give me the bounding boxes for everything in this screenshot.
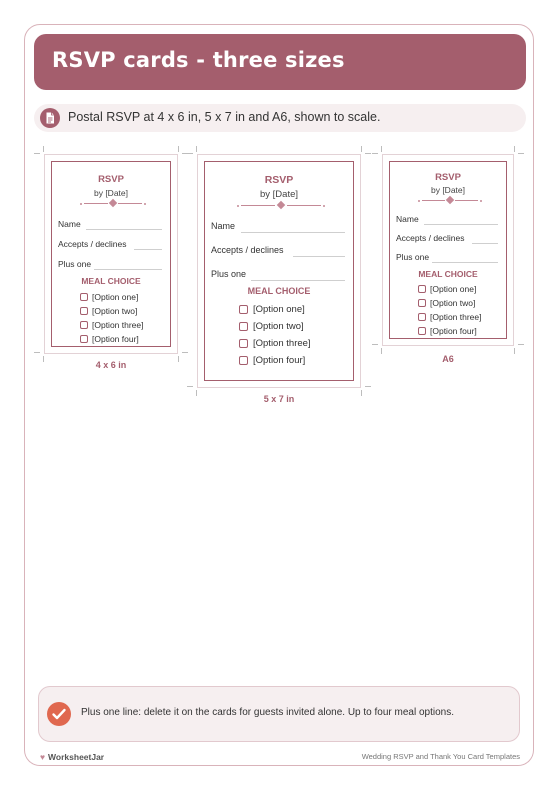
plus-one-line[interactable] bbox=[251, 280, 345, 281]
heart-icon: ♥ bbox=[40, 752, 46, 762]
option-checkbox[interactable]: [Option three] bbox=[80, 319, 144, 330]
accepts-line[interactable] bbox=[134, 249, 162, 250]
size-label: 4 x 6 in bbox=[95, 360, 127, 370]
brand-name: WorksheetJar bbox=[48, 752, 105, 762]
meal-heading: MEAL CHOICE bbox=[81, 276, 141, 286]
divider bbox=[237, 201, 325, 209]
page-title: RSVP cards - three sizes bbox=[52, 48, 345, 72]
field-label-plus-one: Plus one bbox=[211, 269, 247, 279]
checkbox-icon bbox=[418, 313, 426, 321]
field-label-name: Name bbox=[58, 219, 81, 229]
checkbox-icon bbox=[80, 307, 88, 315]
divider bbox=[80, 199, 146, 207]
document-icon bbox=[40, 108, 60, 128]
size-label: 5 x 7 in bbox=[263, 394, 295, 404]
rsvp-by: by [Date] bbox=[430, 185, 466, 195]
rsvp-by: by [Date] bbox=[259, 189, 299, 200]
field-label-plus-one: Plus one bbox=[58, 259, 92, 269]
field-label-name: Name bbox=[396, 214, 419, 224]
meal-heading: MEAL CHOICE bbox=[418, 269, 478, 279]
checkbox-icon bbox=[239, 305, 248, 314]
card-title: RSVP bbox=[264, 174, 294, 186]
checkbox-icon bbox=[239, 339, 248, 348]
card-title: RSVP bbox=[435, 172, 461, 183]
title-banner bbox=[34, 34, 526, 90]
rsvp-by: by [Date] bbox=[93, 188, 129, 198]
option-checkbox[interactable]: [Option three] bbox=[418, 311, 482, 322]
checkbox-icon bbox=[418, 299, 426, 307]
info-text: Postal RSVP at 4 x 6 in, 5 x 7 in and A6, shown to scale. bbox=[68, 110, 381, 124]
field-label-accepts: Accepts / declines bbox=[58, 239, 127, 249]
option-checkbox[interactable]: [Option two] bbox=[418, 297, 475, 308]
footer-brand bbox=[40, 752, 104, 762]
checkbox-icon bbox=[239, 356, 248, 365]
plus-one-line[interactable] bbox=[94, 269, 162, 270]
checkbox-icon bbox=[80, 293, 88, 301]
option-checkbox[interactable]: [Option one] bbox=[239, 304, 305, 315]
accepts-line[interactable] bbox=[293, 256, 345, 257]
check-icon bbox=[47, 702, 71, 726]
field-label-accepts: Accepts / declines bbox=[396, 233, 465, 243]
checkbox-icon bbox=[80, 335, 88, 343]
size-label: A6 bbox=[442, 354, 454, 364]
info-bar bbox=[34, 104, 526, 132]
card-a6 bbox=[372, 146, 524, 366]
plus-one-line[interactable] bbox=[432, 262, 498, 263]
checkbox-icon bbox=[80, 321, 88, 329]
checkbox-icon bbox=[418, 285, 426, 293]
accepts-line[interactable] bbox=[472, 243, 498, 244]
card-title: RSVP bbox=[98, 174, 124, 185]
option-checkbox[interactable]: [Option four] bbox=[80, 333, 139, 344]
name-line[interactable] bbox=[241, 232, 345, 233]
checkbox-icon bbox=[418, 327, 426, 335]
option-checkbox[interactable]: [Option three] bbox=[239, 338, 311, 349]
option-checkbox[interactable]: [Option two] bbox=[80, 305, 137, 316]
meal-heading: MEAL CHOICE bbox=[247, 286, 311, 296]
note-text: Plus one line: delete it on the cards for guests invited alone. Up to four meal options. bbox=[81, 707, 454, 718]
note-box bbox=[38, 686, 520, 742]
footer-doc-title: Wedding RSVP and Thank You Card Templates bbox=[361, 752, 520, 761]
option-checkbox[interactable]: [Option one] bbox=[418, 283, 476, 294]
checkbox-icon bbox=[239, 322, 248, 331]
divider bbox=[418, 196, 482, 204]
field-label-plus-one: Plus one bbox=[396, 252, 430, 262]
option-checkbox[interactable]: [Option four] bbox=[239, 355, 305, 366]
name-line[interactable] bbox=[424, 224, 498, 225]
name-line[interactable] bbox=[86, 229, 162, 230]
card-5x7 bbox=[187, 146, 371, 406]
field-label-name: Name bbox=[211, 221, 236, 231]
field-label-accepts: Accepts / declines bbox=[211, 245, 284, 255]
card-4x6 bbox=[34, 146, 188, 372]
option-checkbox[interactable]: [Option four] bbox=[418, 325, 477, 336]
option-checkbox[interactable]: [Option two] bbox=[239, 321, 304, 332]
option-checkbox[interactable]: [Option one] bbox=[80, 291, 138, 302]
